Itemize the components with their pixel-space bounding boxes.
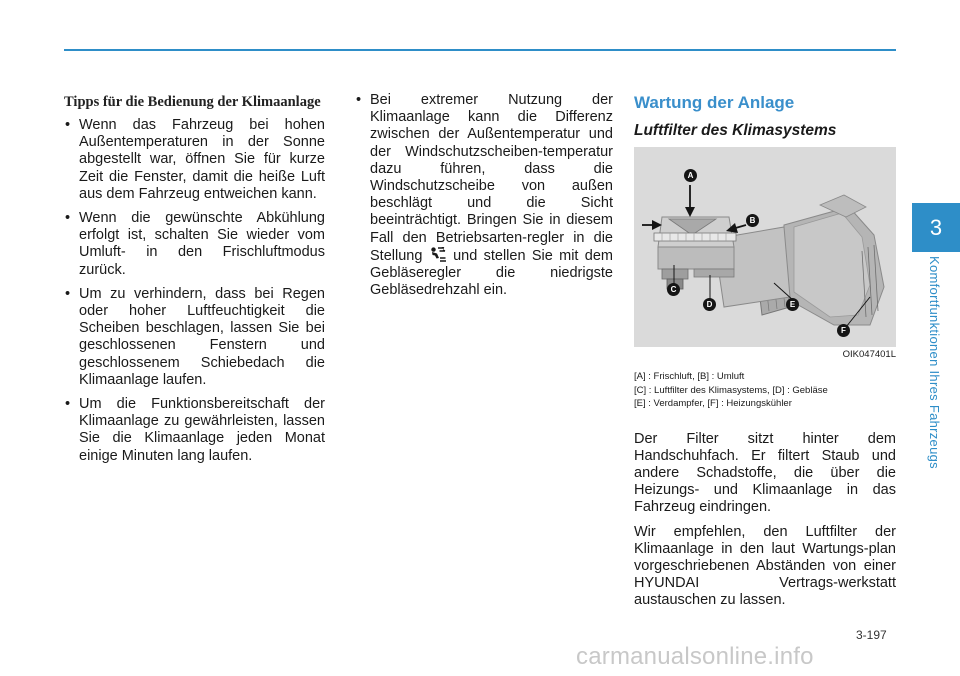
body-paragraph: Der Filter sitzt hinter dem Handschuhfach. Er filtert Staub und andere Schadstoffe, die über die Heizungs- und Klimaanlage in das Fahrzeug eindringen. [634,430,896,516]
middle-list [355,92,613,299]
subsection-title: Luftfilter des Klimasystems [634,122,837,139]
bullet-text-part2: und stellen Sie mit dem Gebläseregler die niedrigste Gebläsedrehzahl ein. [370,247,614,299]
figure-marker: C [667,283,680,296]
figure-caption: [C] : Luftfilter des Klimasystems, [D] : Gebläse [634,384,828,396]
figure-captions [634,370,896,411]
section-title: Wartung der Anlage [634,93,795,112]
bullet-text-part1: Bei extremer Nutzung der Klimaanlage kann die Differenz zwischen der Außentemperatur und der Windschutzscheiben-temperatur dazu führen, dass die Windschutzscheibe von außen beschlägt und die Sicht beeinträchtigt. Bringen Sie in diesem Fall den Betriebsarten-regler in die Stellung [370,92,613,264]
chapter-tab: 3 [912,203,960,252]
top-rule [64,49,896,51]
right-column [634,92,896,617]
page-number: 3-197 [856,628,887,642]
figure-marker: D [703,298,716,311]
list-item: • Wenn das Fahrzeug bei hohen Außentemperaturen in der Sonne abgestellt war, öffnen Sie für kurze Zeit die Fenster, damit die heiße Luft aus dem Fahrzeug entweichen kann. [64,117,325,203]
tips-heading: Tipps für die Bedienung der Klimaanlage [64,94,321,110]
figure-code: OIK047401L [842,349,896,360]
figure-marker: B [746,214,759,227]
chapter-label: Komfortfunktionen Ihres Fahrzeugs [927,256,942,469]
air-flow-mode-icon [429,247,447,262]
figure-caption: [A] : Frischluft, [B] : Umluft [634,371,745,382]
watermark: carmanualsonline.info [576,643,814,670]
figure-marker: E [786,298,799,311]
body-paragraph: Wir empfehlen, den Luftfilter der Klimaanlage in den laut Wartungs-plan vorgeschriebenen Abständen von einer HYUNDAI Vertrags-werkstatt austauschen zu lassen. [634,523,896,609]
list-item: • Um zu verhindern, dass bei Regen oder hoher Luftfeuchtigkeit die Scheiben beschlagen, lassen Sie bei geschlossenen Fenstern und geschlossenem Schiebedach die Klimaanlage laufen. [64,286,325,389]
hvac-filter-figure [634,147,896,347]
left-column [64,92,325,472]
list-item [355,92,613,299]
tips-list [64,117,325,465]
figure-marker: A [684,169,697,182]
figure-caption: [E] : Verdampfer, [F] : Heizungskühler [634,398,792,409]
list-item: • Wenn die gewünschte Abkühlung erfolgt ist, schalten Sie wieder vom Umluft- in den Frischluftmodus zurück. [64,210,325,279]
figure-marker: F [837,324,850,337]
middle-column [355,92,613,306]
hvac-unit-illustration [634,147,896,347]
list-item: • Um die Funktionsbereitschaft der Klimaanlage zu gewährleisten, lassen Sie die Klimaanlage jeden Monat einige Minuten lang laufen. [64,396,325,465]
